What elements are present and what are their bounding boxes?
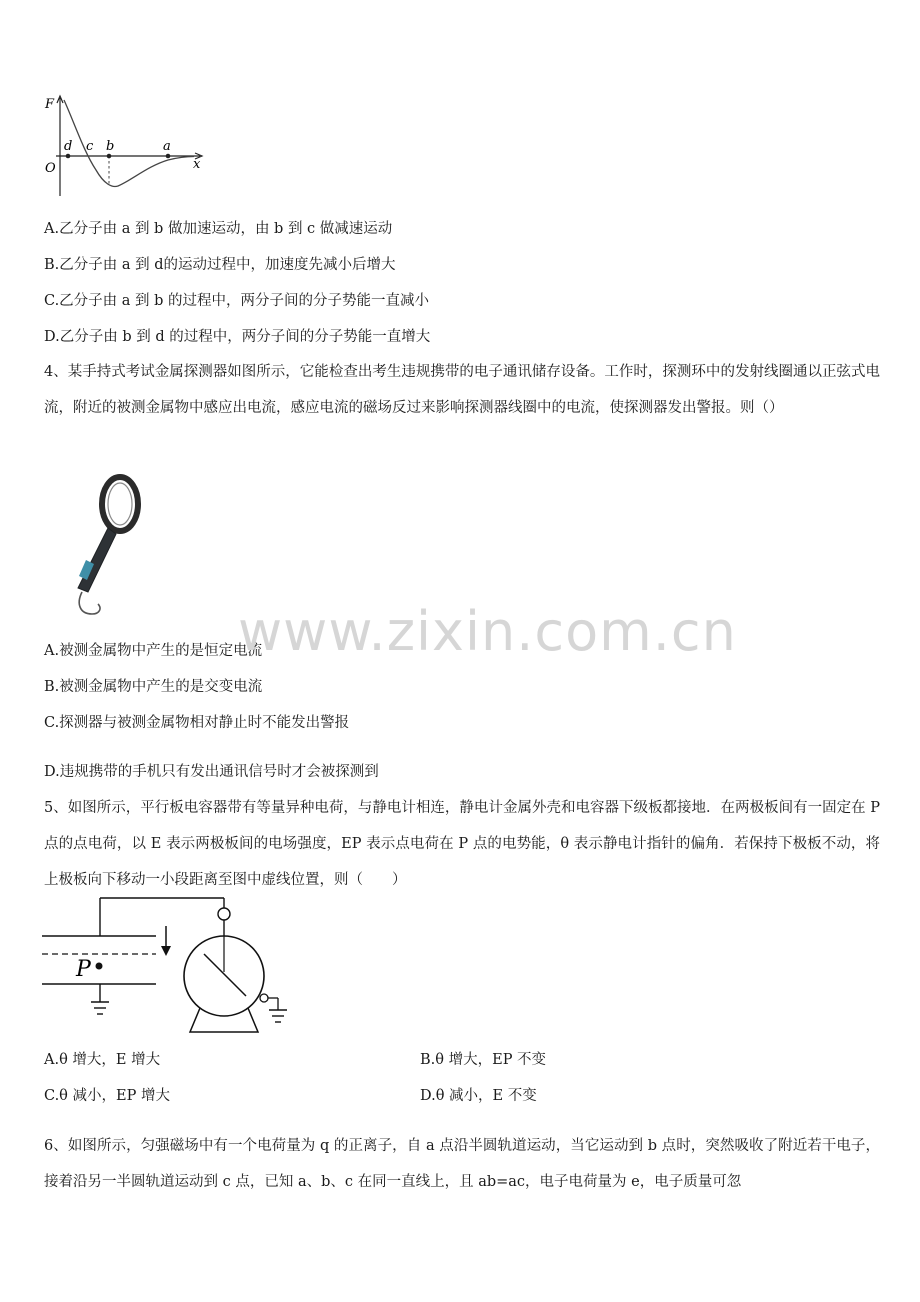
detector-handle — [78, 528, 116, 592]
x-axis-label: x — [193, 157, 201, 172]
q3-option-a: A.乙分子由 a 到 b 做加速运动，由 b 到 c 做减速运动 — [44, 221, 393, 237]
q4-option-d: D.违规携带的手机只有发出通讯信号时才会被探测到 — [44, 764, 379, 780]
wrist-strap — [79, 592, 100, 614]
q5-option-c: C.θ 减小，EP 增大 — [44, 1088, 170, 1104]
point-d — [66, 154, 71, 159]
point-b-label: b — [106, 139, 115, 154]
y-axis-label: F — [45, 97, 55, 112]
point-charge — [96, 963, 103, 970]
origin-label: O — [45, 161, 56, 176]
capacitor-electrometer-figure — [40, 892, 300, 1040]
point-a — [166, 154, 171, 159]
q4-option-a: A.被测金属物中产生的是恒定电流 — [44, 643, 263, 659]
point-b — [107, 154, 112, 159]
q3-option-d: D.乙分子由 b 到 d 的过程中，两分子间的分子势能一直增大 — [44, 329, 431, 345]
q6-stem: 6、如图所示，匀强磁场中有一个电荷量为 q 的正离子，自 a 点沿半圆轨道运动，当它运动到 b 点时，突然吸收了附近若干电子，接着沿另一半圆轨道运动到 c 点，已知 a、b、c 在同一直线上，且 ab=ac，电子电荷量为 e，电子质量可忽 — [44, 1138, 880, 1190]
q3-option-c: C.乙分子由 a 到 b 的过程中，两分子间的分子势能一直减小 — [44, 293, 430, 309]
q5-stem: 5、如图所示，平行板电容器带有等量异种电荷，与静电计相连，静电计金属外壳和电容器下级板都接地．在两极板间有一固定在 P 点的点电荷，以 E 表示两极板间的电场强度，EP 表示点电荷在 P 点的电势能，θ 表示静电计指针的偏角．若保持下极板不动，将上极板向下移动一小段距离至图中虚线位置，则（ ） — [44, 800, 880, 888]
point-d-label: d — [64, 139, 73, 154]
point-a-label: a — [163, 139, 171, 154]
q3-option-b: B.乙分子由 a 到 d的运动过程中，加速度先减小后增大 — [44, 257, 396, 273]
metal-detector-image — [58, 472, 158, 622]
force-curve — [64, 100, 194, 186]
q5-option-d: D.θ 减小，E 不变 — [420, 1088, 537, 1104]
q4-option-b: B.被测金属物中产生的是交变电流 — [44, 679, 263, 695]
q4-stem: 4、某手持式考试金属探测器如图所示，它能检查出考生违规携带的电子通讯储存设备。工作时，探测环中的发射线圈通以正弦式电流，附近的被测金属物中感应出电流，感应电流的磁场反过来影响探测器线圈中的电流，使探测器发出警报。则（） — [44, 364, 880, 416]
watermark: www.zixin.com.cn — [238, 600, 737, 663]
q4-option-c: C.探测器与被测金属物相对静止时不能发出警报 — [44, 715, 350, 731]
point-c-label: c — [86, 139, 94, 154]
electrometer-terminal — [218, 908, 230, 920]
force-distance-graph — [40, 92, 215, 202]
point-p-label: P — [76, 957, 91, 982]
q5-option-b: B.θ 增大，EP 不变 — [420, 1052, 547, 1068]
q5-option-a: A.θ 增大，E 增大 — [44, 1052, 161, 1068]
